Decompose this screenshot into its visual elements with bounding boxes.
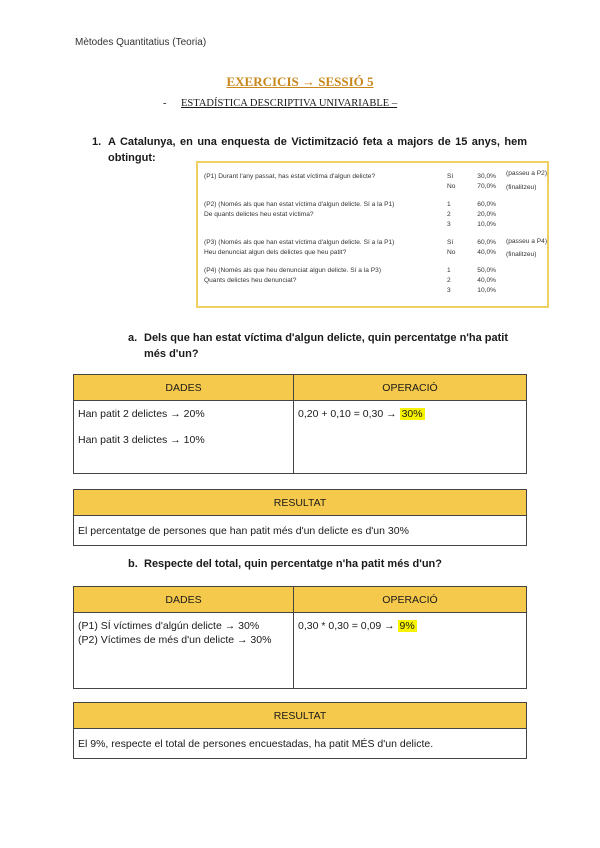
survey-p4-percent: 10,0%: [477, 287, 496, 294]
table-b-dades-cell: [74, 613, 294, 689]
question-a-text: Dels que han estat víctima d'algun delicte, quin percentatge n'ha patit més d'un?: [144, 332, 509, 360]
table-a-operacio-text: 0,20 + 0,10 = 0,30 →: [298, 408, 400, 420]
survey-p1-question: (P1) Durant l'any passat, has estat víctima d'algun delicte?: [204, 173, 376, 180]
table-b-result-header: RESULTAT: [74, 703, 527, 729]
table-a-dades-line: Han patit 3 delictes → 10%: [78, 434, 205, 446]
question-b: [128, 556, 528, 572]
survey-p1-note: (finalitzeu): [506, 184, 537, 191]
table-b-dades-line: (P2) Víctimes de més d'un delicte → 30%: [78, 634, 272, 646]
table-a-header-operacio: OPERACIÓ: [294, 375, 527, 401]
question-1-text: A Catalunya, en una enquesta de Victimització feta a majors de 15 anys, hem obtingut:: [108, 136, 527, 164]
table-a-result-text: El percentatge de persones que han patit més d'un delicte es d'un 30%: [74, 516, 527, 546]
page-title: EXERCICIS → SESSIÓ 5: [226, 74, 374, 89]
table-b-highlight-result: 9%: [399, 620, 415, 632]
survey-p4-percent: 50,0%: [477, 267, 496, 274]
table-b-data: [73, 586, 527, 689]
question-a-letter: a.: [128, 332, 138, 344]
survey-p4-option: 3: [447, 287, 451, 294]
question-1-number: 1.: [92, 136, 102, 148]
table-b-operacio-cell: [294, 613, 527, 689]
table-a-operacio-cell: [294, 401, 527, 474]
page-header-course: Mètodes Quantitatius (Teoria): [75, 37, 207, 48]
survey-p3-question: (P3) (Només als que han estat víctima d'algun delicte. Sí a la P1): [204, 239, 395, 246]
subtitle-dash: -: [163, 98, 167, 109]
survey-p3-percent: 40,0%: [477, 249, 496, 256]
question-b-letter: b.: [128, 558, 138, 570]
survey-p3-note: (finalitzeu): [506, 251, 537, 258]
survey-p2-question: De quants delictes heu estat víctima?: [204, 211, 314, 218]
question-a: [128, 330, 528, 362]
table-a-highlight-result: 30%: [401, 408, 423, 420]
survey-p2-option: 2: [447, 211, 451, 218]
subtitle-text: ESTADÍSTICA DESCRIPTIVA UNIVARIABLE –: [181, 98, 398, 109]
survey-p1-percent: 30,0%: [477, 173, 496, 180]
table-a-data: [73, 374, 527, 474]
table-a-header-dades: DADES: [74, 375, 294, 401]
survey-p2-option: 3: [447, 221, 451, 228]
survey-p3-question: Heu denunciat algun dels delictes que heu patit?: [204, 249, 347, 256]
table-b-header-operacio: OPERACIÓ: [294, 587, 527, 613]
survey-p1-option: No: [447, 183, 456, 190]
survey-p2-percent: 20,0%: [477, 211, 496, 218]
survey-p4-option: 1: [447, 267, 451, 274]
table-b-header-dades: DADES: [74, 587, 294, 613]
survey-p4-percent: 40,0%: [477, 277, 496, 284]
survey-results-box: [196, 161, 549, 308]
survey-p2-percent: 10,0%: [477, 221, 496, 228]
survey-p4-question: Quants delictes heu denunciat?: [204, 277, 297, 284]
table-a-result-header: RESULTAT: [74, 490, 527, 516]
survey-p3-option: No: [447, 249, 456, 256]
survey-p3-note: (passeu a P4): [506, 238, 548, 245]
survey-p1-note: (passeu a P2): [506, 170, 548, 177]
table-b-dades-line: (P1) SÍ víctimes d'algún delicte → 30%: [78, 620, 260, 632]
survey-p4-question: (P4) (Només als que heu denunciat algun delicte. Sí a la P3): [204, 267, 382, 274]
table-b-result: [73, 702, 527, 759]
survey-p1-percent: 70,0%: [477, 183, 496, 190]
page-subtitle: [163, 98, 397, 109]
table-b-result-text: El 9%, respecte el total de persones encuestadas, ha patit MÉS d'un delicte.: [74, 729, 527, 759]
survey-p3-option: Sí: [447, 239, 454, 246]
table-b-operacio-text: 0,30 * 0,30 = 0,09 →: [298, 620, 398, 632]
table-a-result: [73, 489, 527, 546]
survey-p2-question: (P2) (Només als que han estat víctima d'algun delicte. Sí a la P1): [204, 201, 395, 208]
survey-p1-option: Sí: [447, 173, 454, 180]
survey-p2-option: 1: [447, 201, 451, 208]
survey-p3-percent: 60,0%: [477, 239, 496, 246]
question-b-text: Respecte del total, quin percentatge n'ha patit més d'un?: [144, 558, 442, 570]
survey-p2-percent: 60,0%: [477, 201, 496, 208]
table-a-dades-line: Han patit 2 delictes → 20%: [78, 408, 205, 420]
survey-p4-option: 2: [447, 277, 451, 284]
table-a-dades-cell: [74, 401, 294, 474]
